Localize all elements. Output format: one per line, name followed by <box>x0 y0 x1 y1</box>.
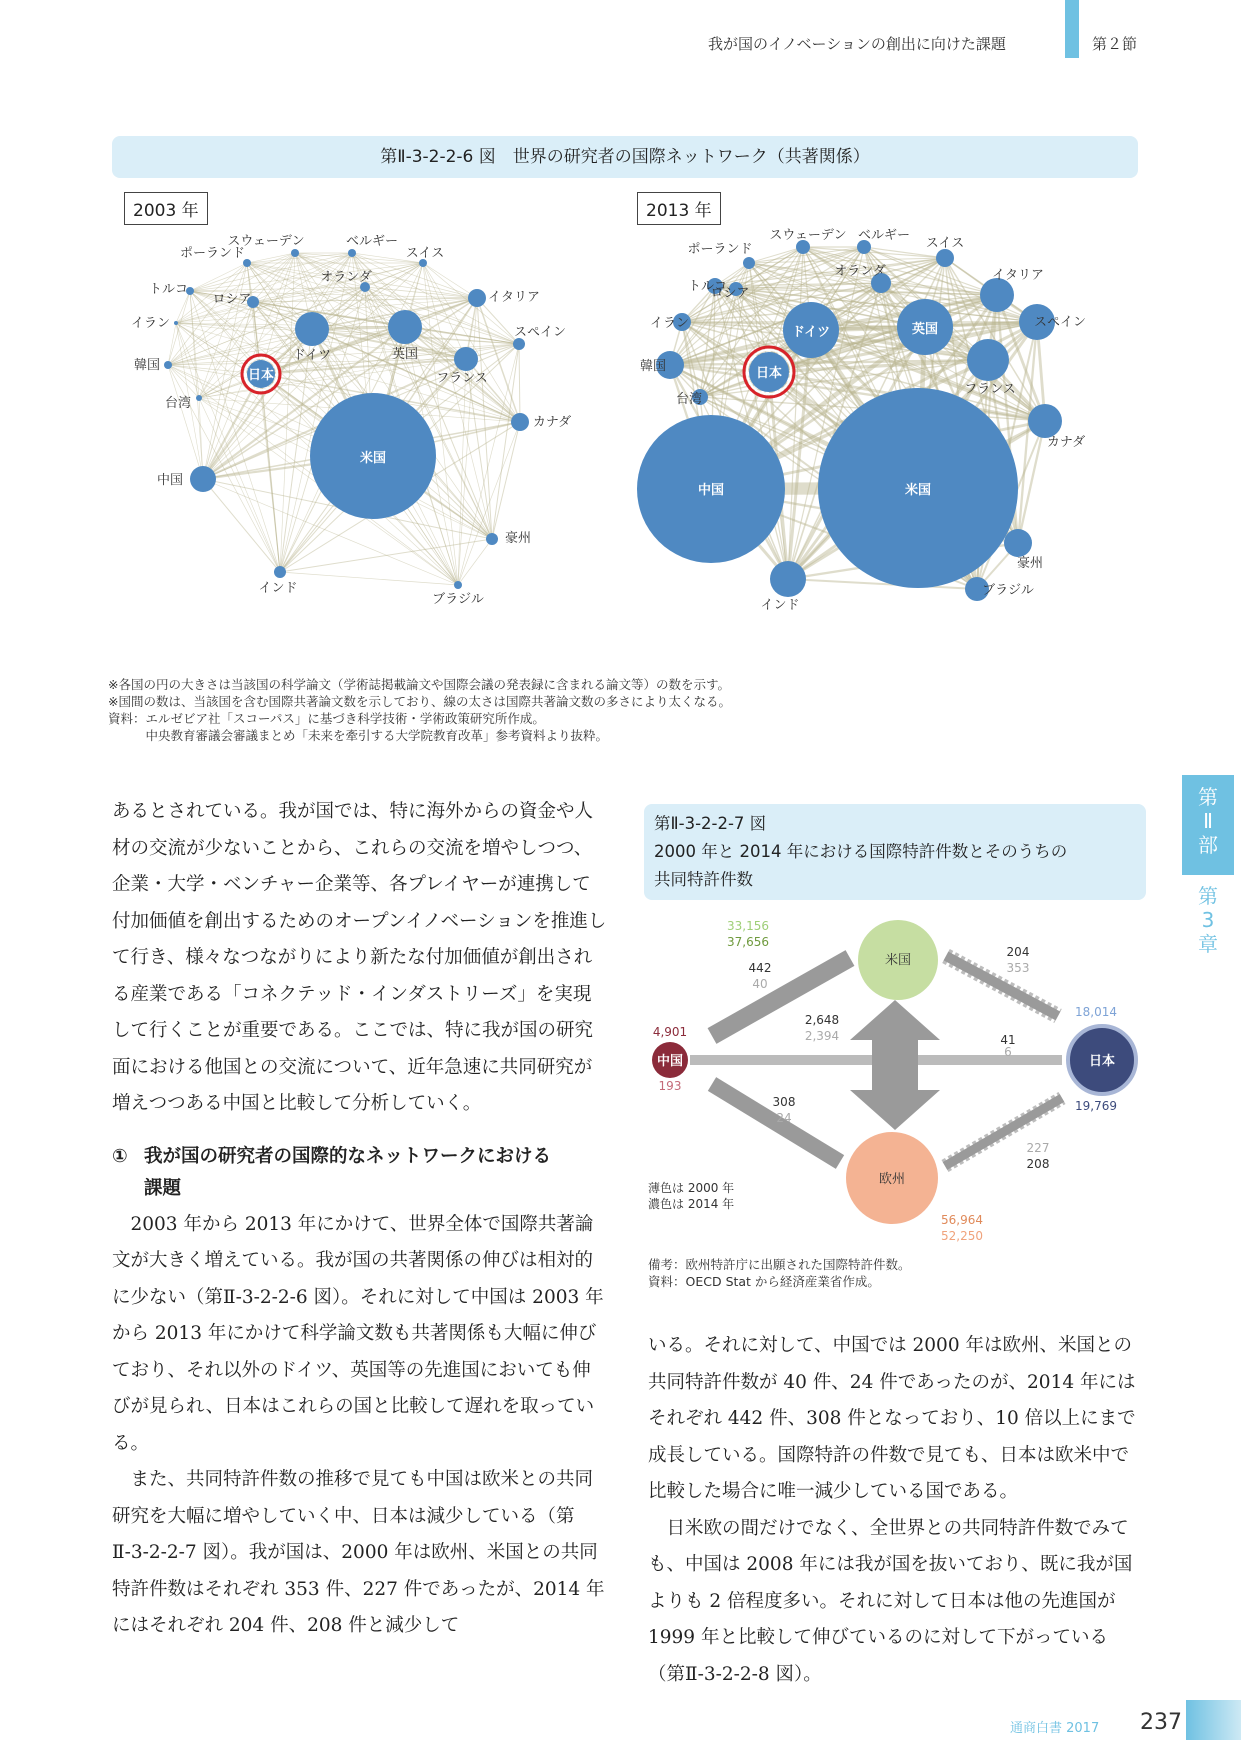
net2003-label: ドイツ <box>292 348 332 363</box>
net2003-edge <box>176 323 261 374</box>
net2003-edge <box>458 539 492 585</box>
net2013-label: イラン <box>650 316 690 331</box>
figure1-note-2: ※国間の数は、当該国を含む国際共著論文数を示しており、線の太さは国際共著論文数の多さにより太くなる。 <box>108 694 731 709</box>
figure1-notes <box>108 676 731 744</box>
legend-2000: 薄色は 2000 年 <box>648 1181 735 1195</box>
net2013-label: インド <box>760 598 800 613</box>
node-us-label: 米国 <box>884 953 912 968</box>
net2003-label: カナダ <box>532 415 572 430</box>
net2003-label: インド <box>258 581 298 596</box>
us-jp-2000: 353 <box>1006 961 1030 975</box>
net2013-label: イタリア <box>991 268 1045 283</box>
net2013-edge <box>1018 421 1045 543</box>
net2013-label: オランダ <box>834 264 886 279</box>
net2003-label: オランダ <box>320 270 372 285</box>
us-cn-2014: 442 <box>748 961 772 975</box>
figure1-source-2: 中央教育審議会審議まとめ「未来を牽引する大学院教育改革」参考資料より抜粋。 <box>108 728 609 743</box>
net2013-node <box>1028 404 1062 438</box>
net2003-label: トルコ <box>148 282 188 297</box>
patent-network-diagram <box>640 900 1140 1250</box>
cn-jp-2014: 41 <box>1000 1033 1016 1047</box>
running-header-title: 我が国のイノベーションの創出に向けた課題 <box>708 35 1006 53</box>
net2003-label: イラン <box>130 316 170 331</box>
net2003-label: 英国 <box>391 347 419 362</box>
net2003-node <box>190 466 216 492</box>
side-tab-part-1: 第 <box>1198 785 1218 809</box>
figure2-title-line1: 第Ⅱ-3-2-2-7 図 <box>654 814 767 833</box>
net2003-label: 日本 <box>247 368 275 383</box>
network-diagram-2013 <box>630 225 1140 675</box>
us-eu-2000: 2,394 <box>804 1029 840 1043</box>
net2013-label: スイス <box>925 236 965 251</box>
net2013-node <box>980 278 1014 312</box>
left-paragraph-1: あるとされている。我が国では、特に海外からの資金や人材の交流が少ないことから、これらの交流を増やしつつ、企業・大学・ベンチャー企業等、各プレイヤーが連携して付加価値を創出するためのオープンイノベーションを推進して行き、様々なつながりにより新たな付加価値が創出される産業である「コネクテッド・インダストリーズ」を実現して行くことが重要である。ここでは、特に我が国の研究面における他国との交流について、近年急速に共同研究が増えつつある中国と比較して分析していく。 <box>112 801 607 1114</box>
node-cn-label: 中国 <box>656 1054 684 1069</box>
net2003-label: 米国 <box>359 451 387 466</box>
net2003-node <box>454 347 478 371</box>
section-heading-line1: 我が国の研究者の国際的なネットワークにおける <box>144 1145 552 1167</box>
net2013-label: 台湾 <box>676 392 703 407</box>
net2003-node <box>388 310 422 344</box>
eu-2014: 56,964 <box>941 1213 983 1227</box>
side-tab-part <box>1182 775 1234 875</box>
net2003-node <box>348 249 356 257</box>
figure1-note-1: ※各国の円の大きさは当該国の科学論文（学術誌掲載論文や国際会議の発表録に含まれる論文等）の数を示す。 <box>108 677 730 692</box>
side-tab-chapter <box>1182 884 1234 956</box>
eu-jp-2000: 227 <box>1026 1141 1050 1155</box>
right-column <box>648 1328 1138 1693</box>
net2013-label: スペイン <box>1033 315 1087 330</box>
net2003-node <box>174 321 178 325</box>
net2013-node <box>936 249 954 267</box>
net2013-label: 韓国 <box>640 359 667 374</box>
side-tab-chapter-2: 3 <box>1201 908 1215 932</box>
figure1-title: 第Ⅱ-3-2-2-6 図 世界の研究者の国際ネットワーク（共著関係） <box>112 136 1138 178</box>
side-tab-chapter-1: 第 <box>1198 884 1218 908</box>
net2013-label: カナダ <box>1046 435 1086 450</box>
right-paragraph-2: 日米欧の間だけでなく、全世界との共同特許件数でみても、中国は 2008 年には我が国を抜いており、既に我が国よりも 2 倍程度多い。それに対して日本は他の先進国が 1999 年と比較して伸びているのに対して下がっている（第Ⅱ-3-2-2-8 図）。 <box>648 1517 1133 1685</box>
cn-2014: 4,901 <box>652 1025 688 1039</box>
net2013-label: 豪州 <box>1016 556 1044 571</box>
net2003-label: スペイン <box>513 325 567 340</box>
figure1-left-year: 2003 年 <box>124 192 208 225</box>
net2013-label: 米国 <box>904 483 932 498</box>
net2013-label: フランス <box>964 382 1016 397</box>
net2003-label: 豪州 <box>504 531 532 546</box>
net2003-node <box>164 361 172 369</box>
net2003-node <box>468 289 486 307</box>
net2013-node <box>770 561 806 597</box>
left-column <box>112 794 608 1645</box>
cn-2000: 193 <box>658 1079 682 1093</box>
left-paragraph-2: 2003 年から 2013 年にかけて、世界全体で国際共著論文が大きく増えている。我が国の共著関係の伸びは相対的に少ない（第Ⅱ-3-2-2-6 図）。それに対して中国は 2003 年から 2013 年にかけて科学論文数も共著関係も大幅に伸びており、それ以外のドイツ、英国等の先進国においても伸びが見られ、日本はこれらの国と比較して遅れを取っている。 <box>112 1213 604 1454</box>
net2003-label: スイス <box>405 246 445 261</box>
node-jp-label: 日本 <box>1088 1054 1116 1069</box>
net2003-node <box>486 533 498 545</box>
net2003-edge <box>253 298 477 302</box>
side-tab-part-2: Ⅱ <box>1203 809 1213 833</box>
section-heading-line2: 課題 <box>144 1177 182 1199</box>
footer-book-title: 通商白書 2017 <box>1010 1721 1100 1736</box>
net2003-edge <box>176 323 280 572</box>
net2003-label: ポーランド <box>179 246 245 261</box>
net2003-node <box>454 581 462 589</box>
page-number: 237 <box>1140 1710 1182 1735</box>
figure1-right-year: 2013 年 <box>637 192 721 225</box>
cn-eu-2000: 24 <box>776 1111 792 1125</box>
section-heading-number: ① <box>112 1145 128 1167</box>
net2013-label: ブラジル <box>982 583 1034 598</box>
us-eu-2014: 2,648 <box>804 1013 840 1027</box>
net2013-label: トルコ <box>688 279 728 294</box>
cn-jp-2000: 6 <box>1004 1045 1012 1059</box>
net2013-label: ポーランド <box>687 242 753 257</box>
net2013-label: 日本 <box>755 366 783 381</box>
figure2-title-line2: 2000 年と 2014 年における国際特許件数とそのうちの <box>654 842 1068 861</box>
net2013-label: 英国 <box>911 322 939 337</box>
side-tab-part-3: 部 <box>1198 833 1218 857</box>
net2003-label: イタリア <box>487 290 541 305</box>
us-cn-2000: 40 <box>752 977 768 991</box>
cn-eu-2014: 308 <box>772 1095 796 1109</box>
net2003-label: ブラジル <box>432 592 484 607</box>
net2003-edge <box>168 253 295 365</box>
net2003-node <box>196 395 202 401</box>
us-2014: 37,656 <box>727 935 769 949</box>
us-2000: 33,156 <box>727 919 769 933</box>
legend-2014: 濃色は 2014 年 <box>648 1197 735 1211</box>
net2003-node <box>274 566 286 578</box>
net2003-label: ロシア <box>212 292 252 307</box>
net2003-label: 中国 <box>156 473 184 488</box>
us-jp-2014: 204 <box>1006 945 1030 959</box>
net2003-label: ベルギー <box>345 234 399 249</box>
eu-2000: 52,250 <box>941 1229 983 1243</box>
net2003-label: スウェーデン <box>227 234 305 249</box>
running-header-section: 第２節 <box>1092 35 1138 53</box>
net2013-node <box>967 339 1009 381</box>
net2013-edge <box>788 247 803 579</box>
section-heading <box>112 1141 608 1205</box>
net2013-node <box>743 257 755 269</box>
net2013-label: 中国 <box>697 483 725 498</box>
net2013-label: スウェーデン <box>769 228 847 243</box>
net2013-label: ロシア <box>710 286 750 301</box>
net2013-node <box>1004 529 1032 557</box>
figure2-source: 資料：OECD Stat から経済産業省作成。 <box>648 1274 880 1289</box>
jp-2014: 19,769 <box>1075 1099 1117 1113</box>
footer-accent-bar <box>1186 1700 1241 1740</box>
node-eu-label: 欧州 <box>878 1172 906 1187</box>
figure2-title <box>644 804 1146 900</box>
right-paragraph-1: いる。それに対して、中国では 2000 年は欧州、米国との共同特許件数が 40 件、24 件であったのが、2014 年にはそれぞれ 442 件、308 件となっており、10 倍以上にまで成長している。国際特許の件数で見ても、日本は欧米中で比較した場合に唯一減少している国である。 <box>648 1335 1136 1502</box>
net2003-node <box>511 413 529 431</box>
net2003-edge <box>519 344 520 422</box>
left-paragraph-3: また、共同特許件数の推移で見ても中国は欧米との共同研究を大幅に増やしていく中、日本は減少している（第Ⅱ-3-2-2-7 図）。我が国は、2000 年は欧州、米国との共同特許件数はそれぞれ 353 件、227 件であったが、2014 年にはそれぞれ 204 件、208 件と減少して <box>112 1469 605 1636</box>
net2003-node <box>291 249 299 257</box>
net2013-edge <box>749 247 803 263</box>
header-accent-bar <box>1065 0 1079 58</box>
net2003-node <box>295 312 329 346</box>
arrow-eu-jp <box>945 1098 1062 1166</box>
figure1-source-1: 資料：エルゼビア社「スコーパス」に基づき科学技術・学術政策研究所作成。 <box>108 711 545 726</box>
figure2-note: 備考：欧州特許庁に出願された国際特許件数。 <box>648 1257 911 1272</box>
net2003-label: フランス <box>436 371 488 386</box>
net2003-label: 台湾 <box>164 396 192 411</box>
net2013-label: ベルギー <box>857 228 911 243</box>
eu-jp-2014: 208 <box>1026 1157 1050 1171</box>
arrow-us-jp <box>946 956 1058 1016</box>
net2013-label: ドイツ <box>791 325 831 340</box>
figure2-title-line3: 共同特許件数 <box>654 870 753 889</box>
network-diagram-2003 <box>110 225 620 665</box>
side-tab-chapter-3: 章 <box>1198 932 1218 956</box>
jp-2000: 18,014 <box>1075 1005 1117 1019</box>
net2003-label: 韓国 <box>133 358 160 373</box>
